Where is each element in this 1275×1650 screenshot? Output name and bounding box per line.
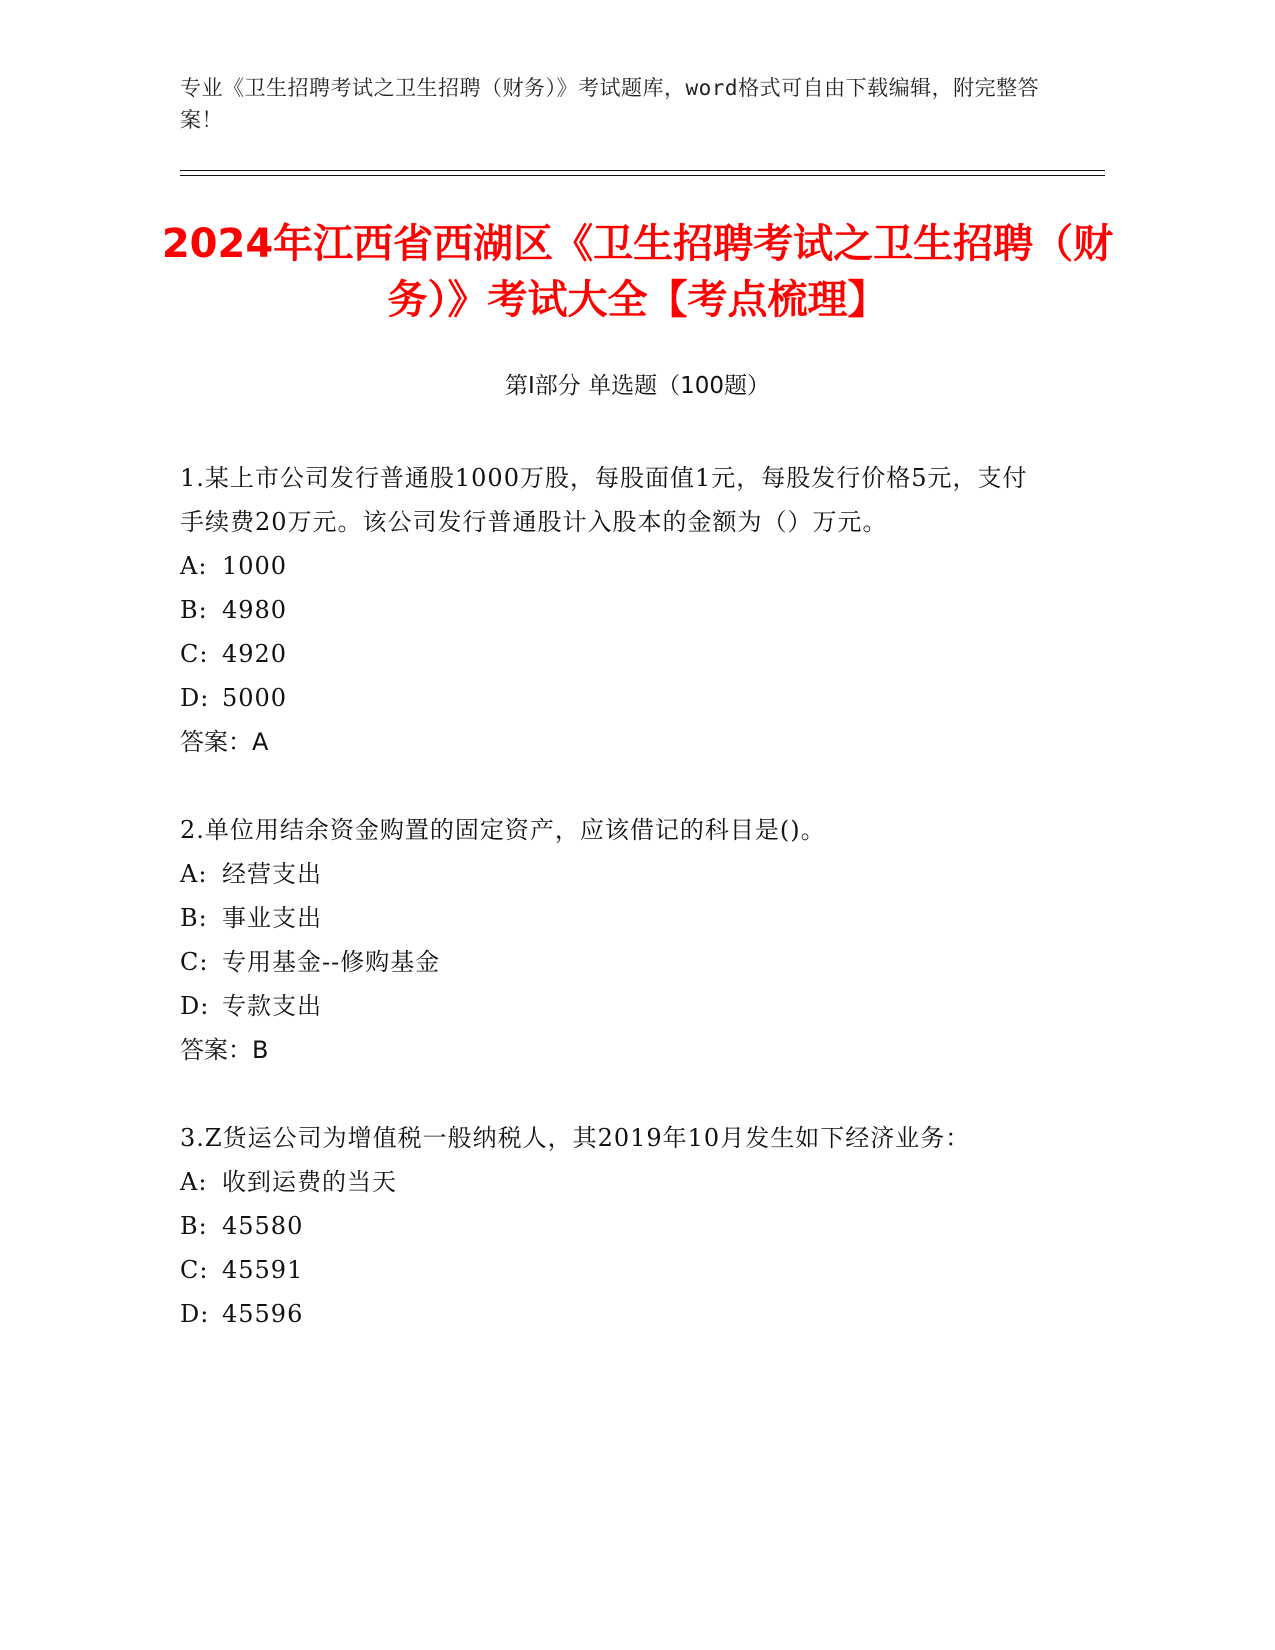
option-text: 45591 [222,1256,304,1284]
option-letter: B: [180,1212,208,1240]
option-a [180,544,1040,588]
option-letter: A: [180,1168,208,1196]
option-c [180,940,1040,984]
option-letter: D: [180,1300,210,1328]
header-rule-top [180,170,1105,171]
question-3 [180,1116,1040,1336]
question-text: 3.Z货运公司为增值税一般纳税人，其2019年10月发生如下经济业务： [180,1124,971,1152]
question-list [180,456,1040,1380]
option-b [180,896,1040,940]
answer-line: 答案：A [180,728,269,756]
question-text: 1.某上市公司发行普通股1000万股，每股面值1元，每股发行价格5元，支付手续费20万元。该公司发行普通股计入股本的金额为（）万元。 [180,464,1028,536]
option-letter: D: [180,992,210,1020]
section-heading: 第I部分 单选题（100题） [505,373,770,399]
option-text: 45596 [222,1300,304,1328]
option-d [180,984,1040,1028]
option-text: 5000 [222,684,288,712]
option-d [180,676,1040,720]
option-c [180,632,1040,676]
option-text: 收到运费的当天 [222,1168,397,1196]
option-text: 45580 [222,1212,304,1240]
option-b [180,588,1040,632]
option-letter: B: [180,596,208,624]
option-letter: B: [180,904,208,932]
option-b [180,1204,1040,1248]
question-1 [180,456,1040,764]
option-text: 专用基金--修购基金 [222,948,441,976]
option-c [180,1248,1040,1292]
header-rule-bottom [180,175,1105,176]
answer-line: 答案：B [180,1036,269,1064]
document-title: 2024年江西省西湖区《卫生招聘考试之卫生招聘（财务）》考试大全【考点梳理】 [161,221,1114,323]
option-a [180,852,1040,896]
question-text: 2.单位用结余资金购置的固定资产，应该借记的科目是()。 [180,816,826,844]
option-letter: C: [180,948,209,976]
question-2 [180,808,1040,1072]
option-d [180,1292,1040,1336]
option-letter: C: [180,1256,209,1284]
option-text: 事业支出 [222,904,322,932]
option-text: 经营支出 [222,860,322,888]
option-text: 4920 [222,640,288,668]
option-text: 1000 [222,552,288,580]
option-text: 专款支出 [222,992,322,1020]
option-letter: A: [180,552,208,580]
option-a [180,1160,1040,1204]
header-note: 专业《卫生招聘考试之卫生招聘（财务）》考试题库，word格式可自由下载编辑，附完整答案！ [180,76,1040,132]
option-letter: C: [180,640,209,668]
option-letter: A: [180,860,208,888]
option-letter: D: [180,684,210,712]
option-text: 4980 [222,596,288,624]
